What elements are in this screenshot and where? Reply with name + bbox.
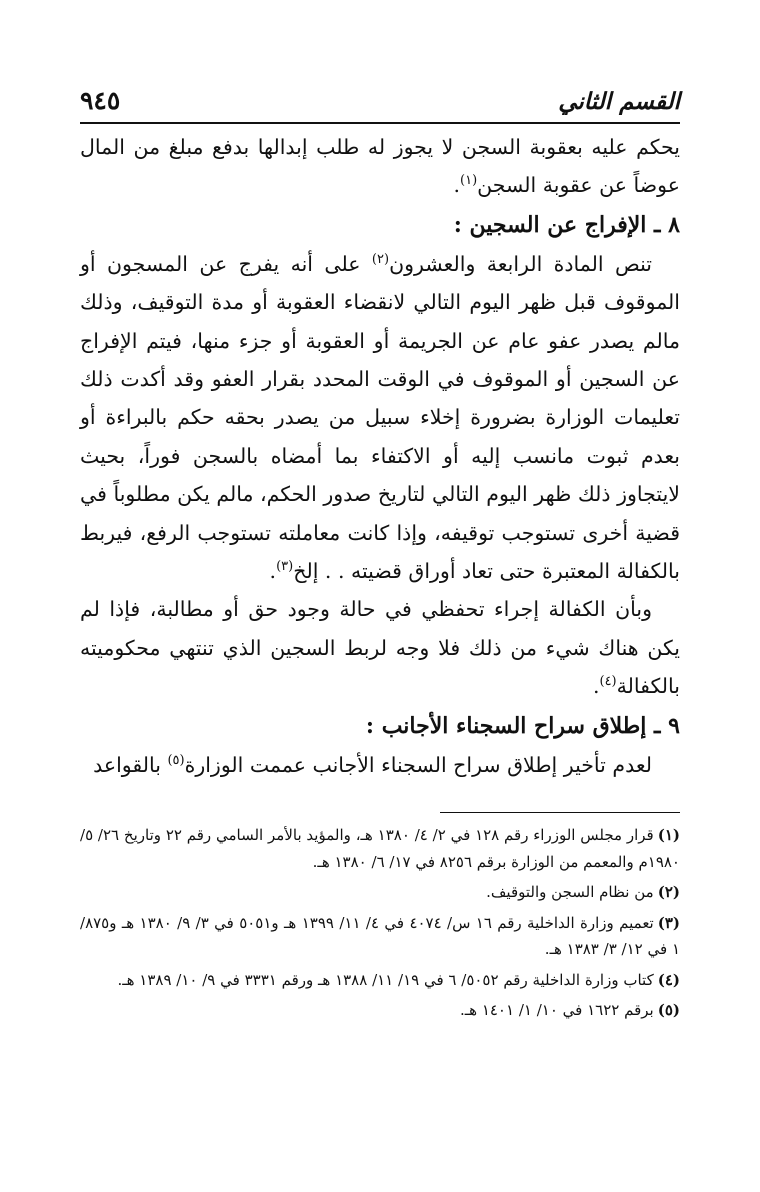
footnote-divider	[440, 812, 680, 813]
footnote-ref: (١)	[460, 173, 478, 189]
paragraph-text: وبأن الكفالة إجراء تحفظي في حالة وجود حق أو مطالبة، فإذا لم يكن هناك شيء من ذلك فلا وجه لربط السجين الذي تنتهي محكوميته بالكفالة	[80, 597, 680, 699]
footnote-text: كتاب وزارة الداخلية رقم ٥٠٥٢/ ٦ في ١٩/ ١١/ ١٣٨٨ هـ ورقم ٣٣٣١ في ٩/ ١٠/ ١٣٨٩ هـ.	[117, 970, 654, 989]
paragraph-release	[80, 245, 680, 591]
section-title: القسم الثاني	[558, 88, 680, 115]
footnote-1	[80, 822, 680, 875]
footnote-number: (١)	[657, 826, 681, 844]
body-text	[80, 128, 680, 784]
page-header	[80, 86, 680, 124]
footnote-2	[80, 879, 680, 906]
footnote-ref: (٤)	[599, 674, 617, 690]
paragraph-text: تنص المادة الرابعة والعشرون	[389, 251, 652, 276]
footnote-number: (٣)	[657, 913, 681, 932]
paragraph-bail	[80, 590, 680, 705]
footnote-ref: (٥)	[167, 752, 185, 768]
page-number: ٩٤٥	[80, 86, 121, 115]
footnote-text: من نظام السجن والتوقيف.	[486, 883, 654, 901]
paragraph-foreign	[80, 746, 680, 784]
footnote-3	[80, 910, 680, 963]
footnote-number: (٤)	[657, 970, 680, 989]
footnote-4	[80, 967, 680, 994]
footnote-text: برقم ١٦٢٢ في ١٠/ ١/ ١٤٠١ هـ.	[459, 1001, 654, 1019]
paragraph-end: .	[453, 173, 461, 198]
paragraph-continuation	[80, 128, 680, 205]
paragraph-end: .	[592, 674, 600, 699]
footnote-number: (٢)	[657, 883, 680, 901]
paragraph-text: على أنه يفرج عن المسجون أو الموقوف قبل ظهر اليوم التالي لانقضاء العقوبة أو مدة التوقيف، وذلك مالم يصدر عفو عام عن الجريمة أو العقوبة أو جزء منها، فيتم الإفراج عن السجين أو الموقوف في الوقت المحدد بقرار العفو وقد أكدت ذلك تعليمات الوزارة بضرورة إخلاء سبيل من يصدر بحقه حكم بالبراءة أو بعدم ثبوت مانسب إليه أو الاكتفاء بما أمضاه بالسجن فوراً، بحيث لايتجاوز ذلك ظهر اليوم التالي لتاريخ صدور الحكم، مالم يكن مطلوباً في قضية أخرى تستوجب توقيفه، وإذا كانت معاملته تستوجب الرفع، فيربط بالكفالة المعتبرة حتى تعاد أوراق قضيته . . إلخ	[80, 251, 680, 584]
footnote-text: قرار مجلس الوزراء رقم ١٢٨ في ٢/ ٤/ ١٣٨٠ هـ، والمؤيد بالأمر السامي رقم ٢٢ وتاريخ ٢٦/ ٥/ ١٩٨٠م والمعمم من الوزارة برقم ٨٢٥٦ في ١٧/ ٦/ ١٣٨٠ هـ.	[80, 826, 680, 871]
heading-release-of-prisoner: ٨ ـ الإفراج عن السجين :	[453, 211, 680, 238]
footnote-ref: (٣)	[276, 559, 294, 575]
footnote-text: تعميم وزارة الداخلية رقم ١٦ س/ ٤٠٧٤ في ٤/ ١١/ ١٣٩٩ هـ و٥٠٥١ في ٣/ ٩/ ١٣٨٠ هـ و٨٧٥/ ١ في ١٢/ ٣/ ١٣٨٣ هـ.	[80, 913, 680, 958]
footnotes	[80, 822, 680, 1028]
paragraph-text: يحكم عليه بعقوبة السجن لا يجوز له طلب إبدالها بدفع مبلغ من المال عوضاً عن عقوبة السجن	[80, 135, 680, 198]
paragraph-text: لعدم تأخير إطلاق سراح السجناء الأجانب عممت الوزارة	[184, 752, 652, 777]
footnote-ref: (٢)	[371, 251, 390, 267]
footnote-5	[80, 997, 680, 1024]
paragraph-text: بالقواعد	[93, 752, 168, 777]
footnote-number: (٥)	[657, 1001, 680, 1019]
paragraph-end: .	[269, 559, 277, 584]
heading-foreign-prisoners: ٩ ـ إطلاق سراح السجناء الأجانب :	[365, 712, 680, 739]
